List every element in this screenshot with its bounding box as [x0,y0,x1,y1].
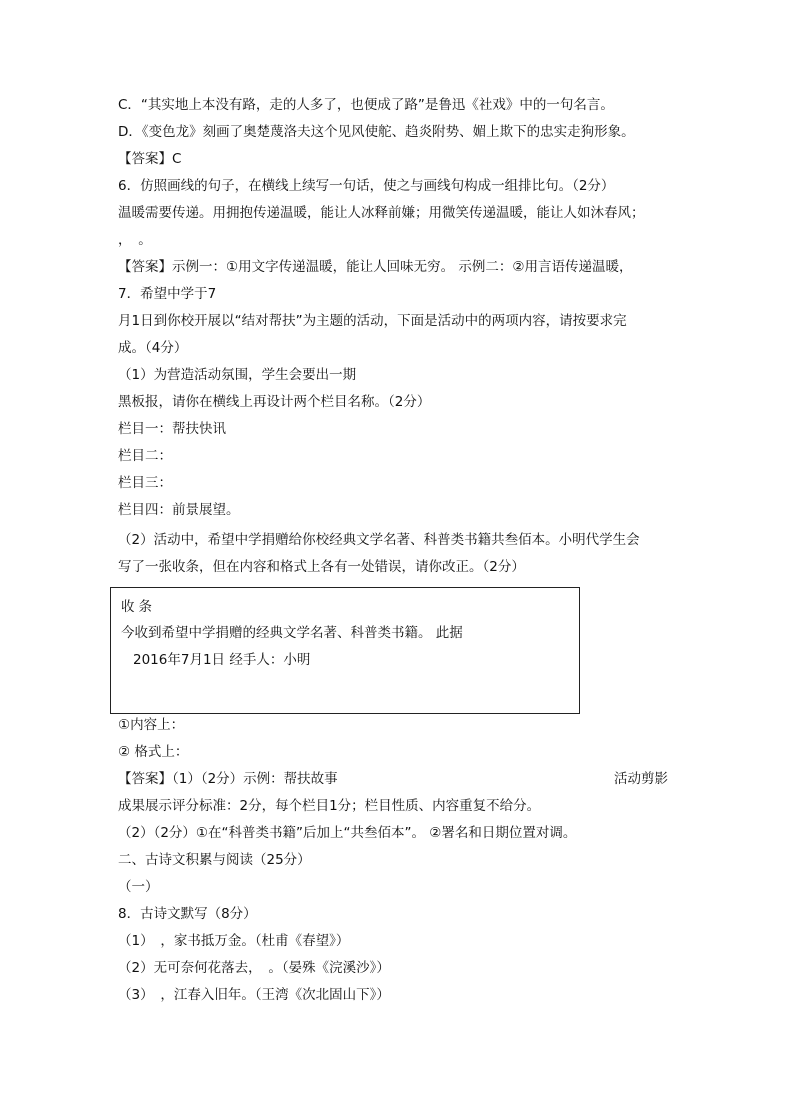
receipt-box [110,587,580,714]
option-d: D．《变色龙》刻画了奥楚蔑洛夫这个见风使舵、趋炎附势、媚上欺下的忠实走狗形象。 [118,124,635,140]
sub-question-2: （2）活动中，希望中学捐赠给你校经典文学名著、科普类书籍共叁佰本。小明代学生会 [118,532,640,548]
scoring-standard: 成果展示评分标准：2分，每个栏目1分；栏目性质、内容重复不给分。 [118,798,541,814]
subsection-1: （一） [118,879,159,895]
sub-question-1: （1）为营造活动氛围，学生会要出一期 [118,367,357,383]
column-2: 栏目二： [118,448,172,464]
question-8-2: （2）无可奈何花落去， 。（晏殊《浣溪沙》） [118,960,390,976]
receipt-body: 今收到希望中学捐赠的经典文学名著、科普类书籍。 此据 [121,625,463,641]
question-6-blank: ， 。 [118,232,152,248]
column-3: 栏目三： [118,475,172,491]
receipt-title: 收条 [121,599,156,615]
sub-question-1-text: 黑板报，请你在横线上再设计两个栏目名称。（2分） [118,394,431,410]
question-6-text: 温暖需要传递。用拥抱传递温暖，能让人冰释前嫌；用微笑传递温暖，能让人如沐春风； [118,205,645,221]
answer-6: 【答案】示例一：①用文字传递温暖，能让人回味无穷。 示例二：②用言语传递温暖， [118,259,633,275]
question-7: 7．希望中学于7 [118,286,217,302]
receipt-signature: 2016年7月1日 经手人：小明 [133,652,311,668]
column-1: 栏目一：帮扶快讯 [118,421,226,437]
format-correction: ② 格式上： [118,744,189,760]
question-8: 8．古诗文默写（8分） [118,906,257,922]
answer-5: 【答案】C [118,151,182,167]
content-correction: ①内容上： [118,717,185,733]
answer-7-right: 活动剪影 [614,771,668,787]
question-8-1: （1） ，家书抵万金。（杜甫《春望》） [118,933,350,949]
question-7-score: 成。（4分） [118,340,188,356]
question-6: 6．仿照画线的句子，在横线上续写一句话，使之与画线句构成一组排比句。（2分） [118,178,615,194]
answer-7: 【答案】（1）（2分）示例：帮扶故事 [118,771,338,787]
option-c: C．“其实地上本没有路，走的人多了，也便成了路”是鲁迅《社戏》中的一句名言。 [118,97,614,113]
question-7-text: 月1日到你校开展以“结对帮扶”为主题的活动，下面是活动中的两项内容，请按要求完 [118,313,627,329]
section-2-heading: 二、古诗文积累与阅读（25分） [118,852,311,868]
answer-7-part2: （2）（2分）①在“科普类书籍”后加上“共叁佰本”。 ②署名和日期位置对调。 [118,825,577,841]
sub-question-2-text: 写了一张收条，但在内容和格式上各有一处错误，请你改正。（2分） [118,559,525,575]
column-4: 栏目四：前景展望。 [118,502,240,518]
question-8-3: （3） ，江春入旧年。（王湾《次北固山下》） [118,987,390,1003]
